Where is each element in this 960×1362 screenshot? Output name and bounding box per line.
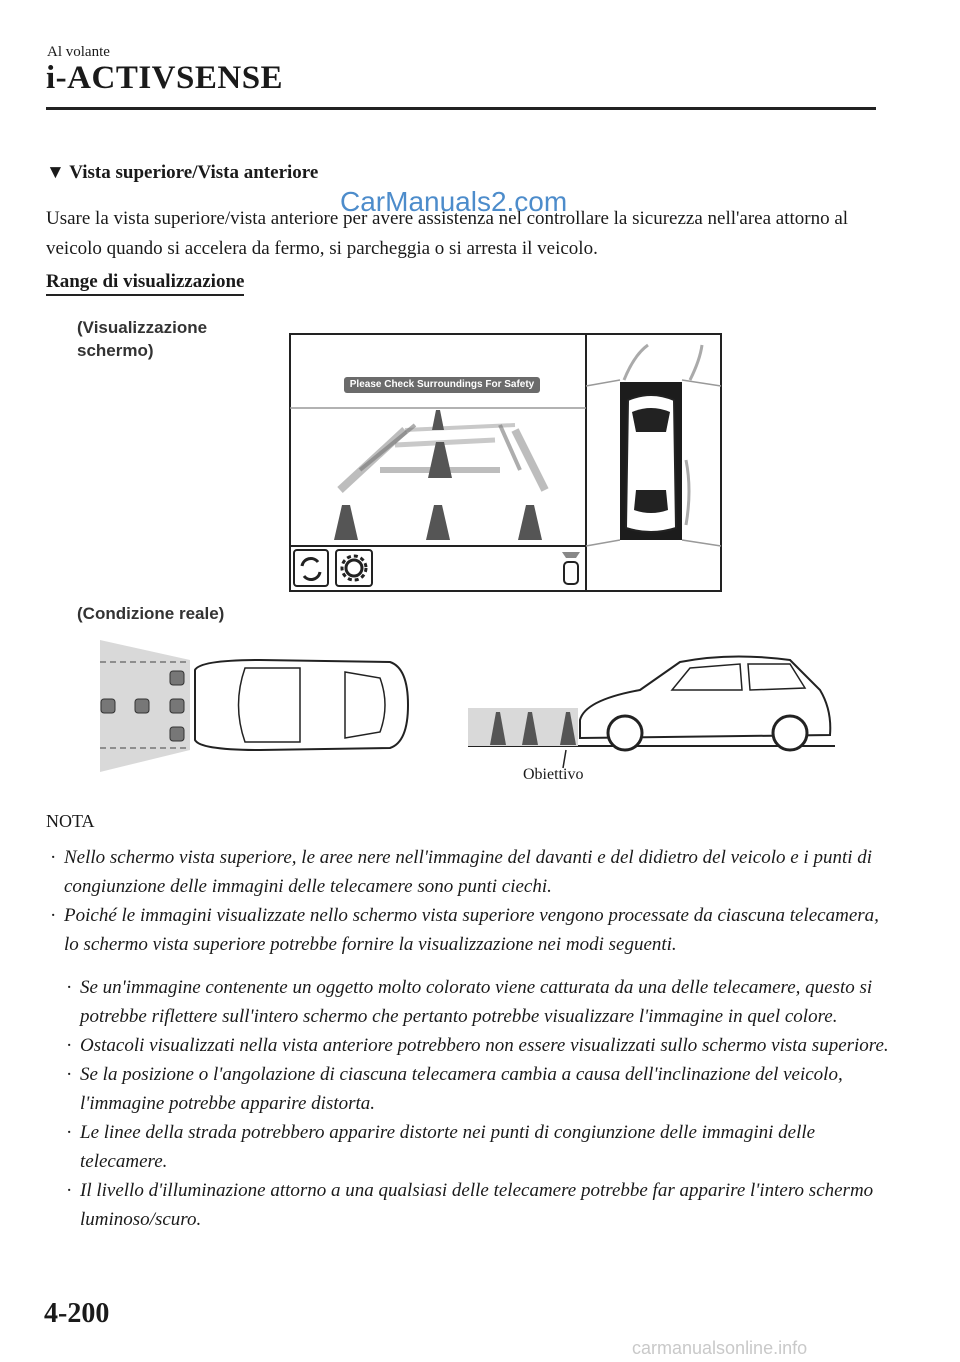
- subsection-heading-text: Vista superiore/Vista anteriore: [69, 162, 319, 183]
- nota-item: · Poiché le immagini visualizzate nello schermo vista superiore vengono processate da ciascuna telecamera, lo schermo vista superiore potrebbe fornire la visualizzazione nei modi seguenti.: [46, 901, 896, 959]
- triangle-down-icon: ▼: [46, 162, 65, 183]
- nota-sublist: [46, 973, 896, 1234]
- page-number: 4-200: [44, 1298, 110, 1329]
- nota-item: · Nello schermo vista superiore, le aree nere nell'immagine del davanti e del didietro del veicolo e i punti di congiunzione delle immagini delle telecamere sono punti ciechi.: [46, 843, 896, 901]
- nota-subitem: · Le linee della strada potrebbero apparire distorte nei punti di congiunzione delle immagini delle telecamere.: [46, 1118, 896, 1176]
- nota-subitem: · Se la posizione o l'angolazione di ciascuna telecamera cambia a causa dell'inclinazione del veicolo, l'immagine potrebbe apparire distorta.: [46, 1060, 896, 1118]
- real-side-view: [468, 656, 835, 768]
- screen-caption-line2: schermo): [77, 341, 154, 360]
- section-label: Al volante: [47, 44, 110, 60]
- page-title: i-ACTIVSENSE: [46, 60, 284, 96]
- screen-caption-line1: (Visualizzazione: [77, 318, 208, 337]
- nota-subitem: · Se un'immagine contenente un oggetto molto colorato viene catturata da una delle telecamere, questo si potrebbe riflettere sull'intero schermo che pertanto potrebbe visualizzare l'immagine in quel colore.: [46, 973, 896, 1031]
- nota-subitem: · Il livello d'illuminazione attorno a una qualsiasi delle telecamere potrebbe far apparire l'intero schermo luminoso/scuro.: [46, 1176, 896, 1234]
- nota-title: NOTA: [46, 811, 95, 831]
- screen-banner: Please Check Surroundings For Safety: [344, 377, 540, 393]
- nota-subitem: · Ostacoli visualizzati nella vista anteriore potrebbero non essere visualizzati sullo schermo vista superiore.: [46, 1031, 896, 1060]
- real-caption: (Condizione reale): [77, 604, 225, 623]
- target-label: Obiettivo: [523, 766, 584, 783]
- range-heading: Range di visualizzazione: [46, 271, 244, 296]
- nota-list: [46, 843, 896, 1234]
- intro-paragraph: Usare la vista superiore/vista anteriore per avere assistenza nel controllare la sicurezza nell'area attorno al veicolo quando si accelera da fermo, si parcheggia o si arresta il veicolo.: [46, 208, 849, 259]
- footer-watermark: carmanualsonline.info: [632, 1338, 808, 1358]
- nota-sublist-wrapper: [46, 973, 896, 1234]
- watermark-logo: CarManuals2.com: [340, 186, 568, 217]
- screen-display: [290, 334, 721, 591]
- real-top-view: [100, 640, 408, 772]
